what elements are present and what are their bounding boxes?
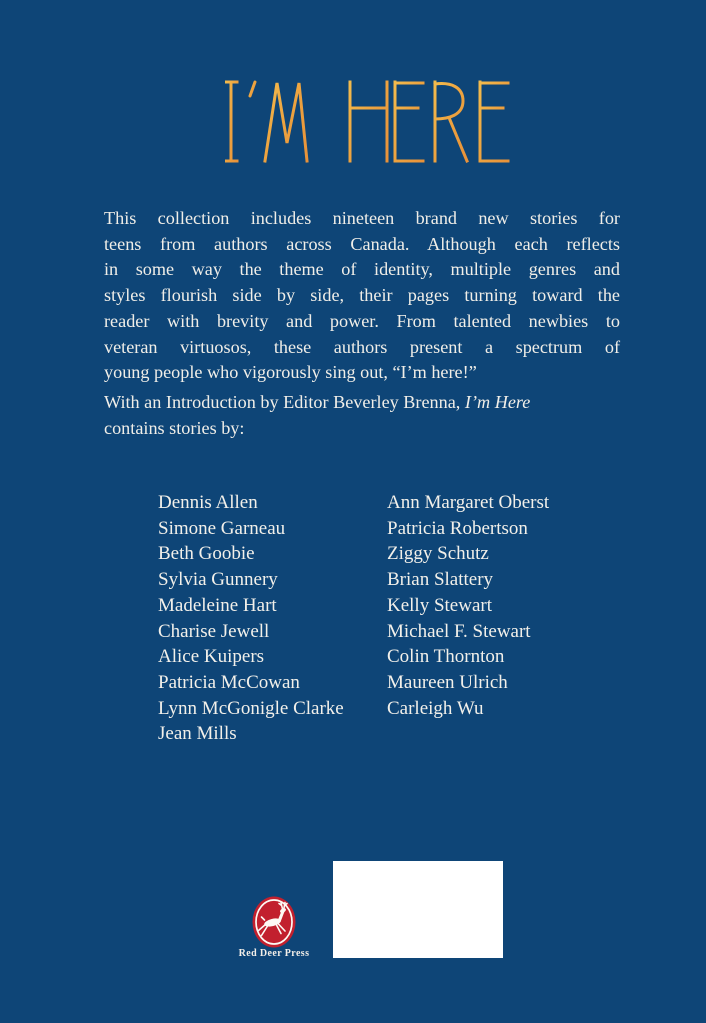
author-name: Colin Thornton <box>387 646 505 668</box>
author-list <box>0 490 706 748</box>
author-name: Patricia Robertson <box>387 517 528 539</box>
introduction-line-2: contains stories by: <box>104 417 245 438</box>
author-name: Michael F. Stewart <box>387 620 531 642</box>
author-column-right <box>387 490 549 721</box>
barcode-placeholder <box>333 861 503 958</box>
author-name: Charise Jewell <box>158 620 270 642</box>
author-name: Ziggy Schutz <box>387 543 489 565</box>
blurb-line: reader with brevity and power. From talented newbies to <box>104 310 620 331</box>
blurb-line: This collection includes nineteen brand new stories for <box>104 208 620 228</box>
author-name: Patricia McCowan <box>158 671 300 693</box>
author-name: Kelly Stewart <box>387 594 493 616</box>
introduction-prefix: With an Introduction by Editor Beverley Brenna, <box>104 392 461 412</box>
blurb-line: young people who vigorously sing out, “I’m here!” <box>104 362 477 383</box>
author-name: Alice Kuipers <box>158 646 265 668</box>
book-title-italic: I’m Here <box>464 392 531 412</box>
author-name: Jean Mills <box>158 723 237 745</box>
page-title <box>0 0 1 1</box>
publisher-logo <box>252 896 296 948</box>
blurb-line: styles flourish side by side, their pages turning toward the <box>104 285 620 306</box>
blurb-paragraph <box>104 206 620 386</box>
author-name: Dennis Allen <box>158 492 258 513</box>
blurb-line: veteran virtuosos, these authors present a spectrum of <box>104 336 620 357</box>
author-name: Sylvia Gunnery <box>158 569 278 591</box>
author-name: Madeleine Hart <box>158 594 277 616</box>
author-name: Ann Margaret Oberst <box>387 492 550 513</box>
author-name: Simone Garneau <box>158 517 286 539</box>
publisher-name: Red Deer Press <box>238 948 310 959</box>
author-name: Maureen Ulrich <box>387 671 508 693</box>
author-name: Carleigh Wu <box>387 697 484 719</box>
author-name: Beth Goobie <box>158 543 255 565</box>
leaping-deer-icon <box>252 896 296 948</box>
introduction-note <box>104 390 624 441</box>
introduction-line-1 <box>104 390 624 416</box>
author-name: Lynn McGonigle Clarke <box>158 697 344 719</box>
author-column-left <box>158 490 344 747</box>
author-name: Brian Slattery <box>387 569 494 591</box>
blurb-line: in some way the theme of identity, multiple genres and <box>104 259 620 280</box>
title-lettering <box>225 79 515 164</box>
blurb-line: teens from authors across Canada. Although each reflects <box>104 233 620 254</box>
